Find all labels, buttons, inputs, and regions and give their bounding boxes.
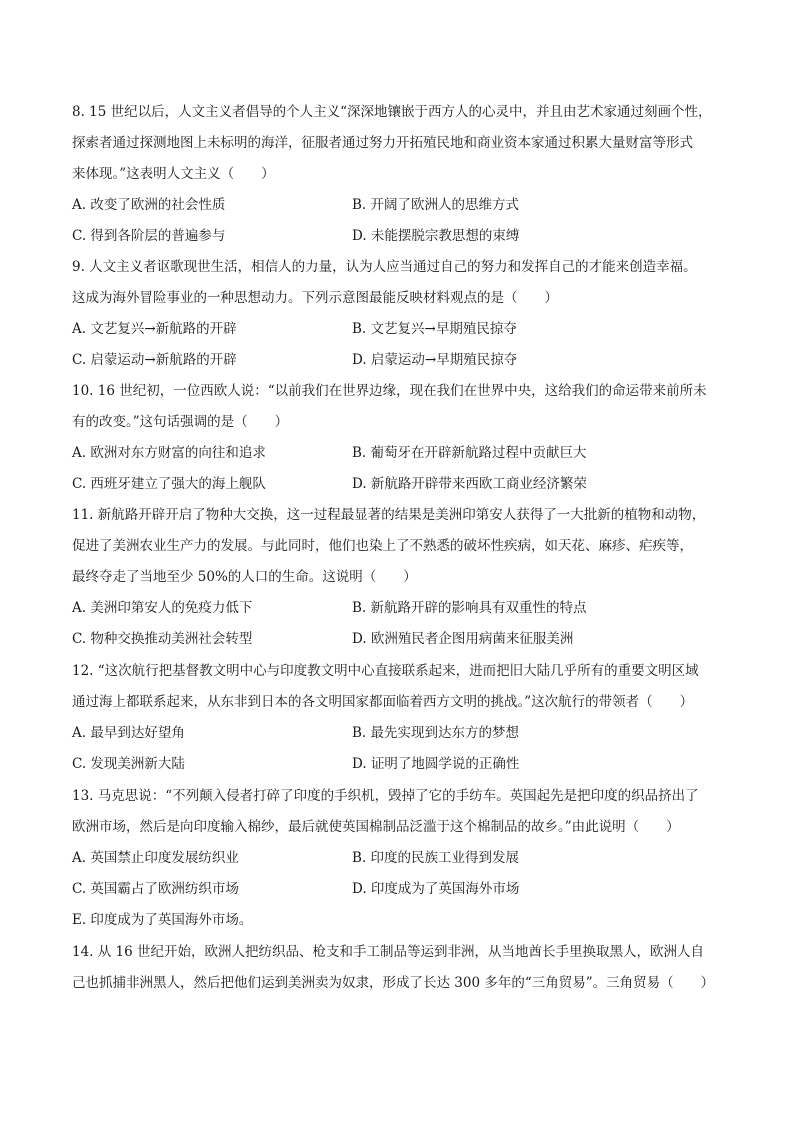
question-13 bbox=[72, 781, 732, 936]
question-stem-line: 有的改变。”这句话强调的是（ ） bbox=[72, 414, 289, 430]
option-row bbox=[72, 624, 732, 655]
question-stem-line: 10. 16 世纪初，一位西欧人说：“以前我们在世界边缘，现在我们在世界中央，这给我们的命运带来前所未 bbox=[72, 383, 707, 399]
option-c[interactable]: C. 英国霸占了欧洲纺织市场 bbox=[72, 881, 239, 897]
question-stem-line: 13. 马克思说：“不列颠入侵者打碎了印度的手织机，毁掉了它的手纺车。英国起先是把印度的织品挤出了 bbox=[72, 788, 699, 804]
option-b[interactable]: B. 新航路开辟的影响具有双重性的特点 bbox=[352, 600, 587, 616]
option-row bbox=[72, 593, 732, 624]
option-a[interactable]: A. 欧洲对东方财富的向往和追求 bbox=[72, 445, 266, 461]
question-stem-line: 欧洲市场，然后是向印度输入棉纱，最后就使英国棉制品泛滥于这个棉制品的故乡。”由此说明（ ） bbox=[72, 819, 680, 835]
option-d[interactable]: D. 新航路开辟带来西欧工商业经济繁荣 bbox=[352, 476, 587, 492]
option-c[interactable]: C. 启蒙运动→新航路的开辟 bbox=[72, 352, 237, 368]
option-row bbox=[72, 843, 732, 874]
option-b[interactable]: B. 印度的民族工业得到发展 bbox=[352, 850, 520, 866]
question-14 bbox=[72, 937, 732, 999]
option-b[interactable]: B. 葡萄牙在开辟新航路过程中贡献巨大 bbox=[352, 445, 587, 461]
option-b[interactable]: B. 开阔了欧洲人的思维方式 bbox=[352, 197, 520, 213]
option-c[interactable]: C. 物种交换推动美洲社会转型 bbox=[72, 631, 253, 647]
option-a[interactable]: A. 美洲印第安人的免疫力低下 bbox=[72, 600, 253, 616]
option-row bbox=[72, 314, 732, 345]
question-stem-line: 12. “这次航行把基督教文明中心与印度教文明中心直接联系起来，进而把旧大陆几乎所有的重要文明区域 bbox=[72, 663, 699, 679]
option-b[interactable]: B. 文艺复兴→早期殖民掠夺 bbox=[352, 321, 517, 337]
question-stem-line: 这成为海外冒险事业的一种思想动力。下列示意图最能反映材料观点的是（ ） bbox=[72, 290, 558, 306]
option-e[interactable]: E. 印度成为了英国海外市场。 bbox=[72, 912, 253, 928]
option-row bbox=[72, 469, 732, 500]
option-b[interactable]: B. 最先实现到达东方的梦想 bbox=[352, 725, 520, 741]
option-row bbox=[72, 905, 732, 936]
question-8 bbox=[72, 97, 732, 252]
question-stem-line: 14. 从 16 世纪开始，欧洲人把纺织品、枪支和手工制品等运到非洲，从当地酋长手里换取黑人，欧洲人自 bbox=[72, 944, 705, 960]
question-stem-line: 促进了美洲农业生产力的发展。与此同时，他们也染上了不熟悉的破坏性疾病，如天花、麻疹、疟疾等， bbox=[72, 538, 693, 554]
question-stem-line: 探索者通过探测地图上未标明的海洋，征服者通过努力开拓殖民地和商业资本家通过积累大量财富等形式 bbox=[72, 135, 693, 151]
question-stem-line: 通过海上都联系起来，从东非到日本的各文明国家都面临着西方文明的挑战。”这次航行的带领者（ ） bbox=[72, 694, 694, 710]
question-stem-line: 来体现。”这表明人文主义（ ） bbox=[72, 166, 275, 182]
option-row bbox=[72, 345, 732, 376]
question-9 bbox=[72, 252, 732, 376]
question-12 bbox=[72, 656, 732, 780]
question-stem-line: 8. 15 世纪以后，人文主义者倡导的个人主义“深深地镶嵌于西方人的心灵中，并且由艺术家通过刻画个性， bbox=[72, 104, 712, 120]
option-c[interactable]: C. 得到各阶层的普遍参与 bbox=[72, 228, 226, 244]
option-d[interactable]: D. 印度成为了英国海外市场 bbox=[352, 881, 520, 897]
question-10 bbox=[72, 376, 732, 500]
option-c[interactable]: C. 发现美洲新大陆 bbox=[72, 756, 185, 772]
option-row bbox=[72, 221, 732, 252]
option-row bbox=[72, 438, 732, 469]
question-stem-line: 己也抓捕非洲黑人，然后把他们运到美洲卖为奴隶，形成了长达 300 多年的“三角贸易”。三角贸易（ ） bbox=[72, 975, 715, 991]
option-a[interactable]: A. 文艺复兴→新航路的开辟 bbox=[72, 321, 237, 337]
option-a[interactable]: A. 改变了欧洲的社会性质 bbox=[72, 197, 226, 213]
question-11 bbox=[72, 500, 732, 655]
option-row bbox=[72, 190, 732, 221]
option-d[interactable]: D. 未能摆脱宗教思想的束缚 bbox=[352, 228, 520, 244]
option-row bbox=[72, 749, 732, 780]
option-c[interactable]: C. 西班牙建立了强大的海上舰队 bbox=[72, 476, 266, 492]
option-a[interactable]: A. 英国禁止印度发展纺织业 bbox=[72, 850, 239, 866]
option-d[interactable]: D. 启蒙运动→早期殖民掠夺 bbox=[352, 352, 518, 368]
option-a[interactable]: A. 最早到达好望角 bbox=[72, 725, 185, 741]
option-row bbox=[72, 718, 732, 749]
option-d[interactable]: D. 欧洲殖民者企图用病菌来征服美洲 bbox=[352, 631, 574, 647]
question-stem-line: 最终夺走了当地至少 50%的人口的生命。这说明（ ） bbox=[72, 569, 417, 585]
question-stem-line: 9. 人文主义者讴歌现世生活，相信人的力量，认为人应当通过自己的努力和发挥自己的才能来创造幸福。 bbox=[72, 259, 697, 275]
option-d[interactable]: D. 证明了地圆学说的正确性 bbox=[352, 756, 520, 772]
option-row bbox=[72, 874, 732, 905]
question-stem-line: 11. 新航路开辟开启了物种大交换，这一过程最显著的结果是美洲印第安人获得了一大批新的植物和动物， bbox=[72, 507, 706, 523]
